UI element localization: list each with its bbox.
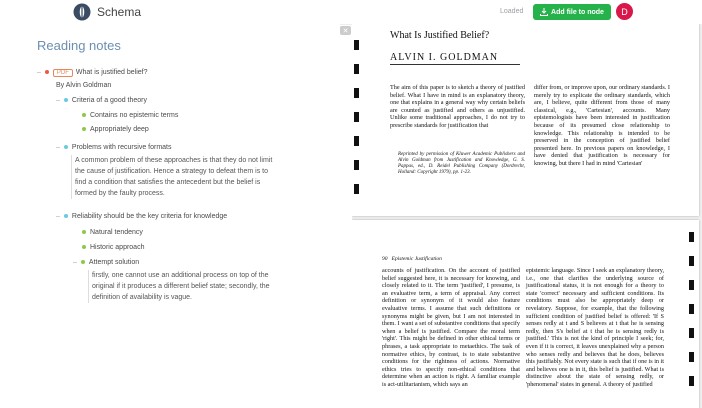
list-item[interactable] xyxy=(56,82,111,89)
punch-hole xyxy=(689,256,694,266)
notes-pane xyxy=(0,24,340,408)
close-pdf-button[interactable] xyxy=(340,26,351,35)
punch-hole xyxy=(689,376,694,386)
text-column: The aim of this paper is to sketch a theory of justified belief. What I have in mind is an explanatory theory, one that explains in a general way why certain beliefs are counted as justified and others as unjustified. Unlike some traditional approaches, I do not try to prescribe standards for justification that xyxy=(390,84,525,129)
punch-hole xyxy=(689,352,694,362)
punch-hole xyxy=(354,64,359,74)
punch-hole xyxy=(689,304,694,314)
download-icon xyxy=(540,8,548,16)
punch-hole xyxy=(689,328,694,338)
note-paragraph[interactable]: firstly, one cannot use an additional process on top of the original if it produces a different belief state; secondly, the definition of availability is vague. xyxy=(88,270,277,303)
punch-hole xyxy=(354,160,359,170)
list-item[interactable] xyxy=(37,69,148,77)
list-item[interactable] xyxy=(82,112,178,119)
punch-hole xyxy=(354,40,359,50)
note-paragraph[interactable]: A common problem of these approaches is that they do not limit the cause of justification. Hence a strategy to defeat them is to find a condition that satisfies the antecedent but the belief is formed by the faulty process. xyxy=(71,155,275,199)
punch-hole xyxy=(354,112,359,122)
list-item-label: Criteria of a good theory xyxy=(71,97,148,104)
punch-hole xyxy=(354,88,359,98)
list-item[interactable] xyxy=(56,144,172,151)
bullet-icon xyxy=(45,70,49,74)
list-item-label: Problems with recursive formats xyxy=(71,144,172,151)
pdf-viewer[interactable] xyxy=(352,24,702,408)
top-bar xyxy=(0,0,702,25)
bullet-icon xyxy=(82,230,86,234)
list-item[interactable] xyxy=(82,229,143,236)
list-item-label: What is justified belief? xyxy=(75,69,148,76)
footnote: Reprinted by permission of Kluwer Academic Publishers and Alvin Goldman from Justification and Knowledge, G. S. Pappas, ed., D. Reidel Publishing Company (Dordrecht, Holland: Copyright 1979), pp. 1-23. xyxy=(398,152,525,175)
add-file-label: Add file to node xyxy=(551,8,604,16)
text-column: differ from, or improve upon, our ordinary standards. I merely try to explicate the ordinary standards, which are, I believe, quite different from those of many classical, e.g., 'Cartesian', accounts. Many epistemologists have been interested in justification because of its presumed close relationship to knowledge. This relationship is intended to be preserved in the conception of justified belief presented here. In previous papers on knowledge, I have denied that justification is necessary for knowing, but there I had in mind 'Cartesian' xyxy=(534,84,670,167)
title-rule xyxy=(390,64,520,65)
list-item-label: Contains no epistemic terms xyxy=(90,112,179,119)
app-title: Schema xyxy=(97,5,142,19)
pdf-badge[interactable]: PDF xyxy=(53,69,73,77)
running-title: Epistemic Justification xyxy=(391,256,442,262)
punch-hole xyxy=(354,184,359,194)
list-item[interactable] xyxy=(56,213,227,220)
notes-title: Reading notes xyxy=(37,38,121,53)
add-file-button[interactable] xyxy=(533,4,611,20)
bullet-icon xyxy=(64,214,68,218)
list-item[interactable] xyxy=(82,126,149,133)
paper-title: What Is Justified Belief? xyxy=(390,30,490,41)
schema-logo-icon xyxy=(73,3,91,21)
collapse-toggle[interactable]: – xyxy=(56,97,60,104)
page-number: 90 xyxy=(382,256,388,262)
avatar[interactable]: D xyxy=(616,3,633,20)
list-item-label: Historic approach xyxy=(90,244,145,251)
punch-hole xyxy=(354,136,359,146)
page-header xyxy=(382,256,442,262)
paper-author: ALVIN I. GOLDMAN xyxy=(390,52,499,63)
bullet-icon xyxy=(82,113,86,117)
list-item[interactable] xyxy=(56,97,147,104)
bullet-icon xyxy=(81,260,85,264)
pdf-page xyxy=(352,220,699,408)
punch-hole xyxy=(689,280,694,290)
collapse-toggle[interactable]: – xyxy=(56,144,60,151)
list-item[interactable] xyxy=(82,244,144,251)
pdf-page xyxy=(352,24,699,216)
list-item-label: Natural tendency xyxy=(90,229,143,236)
list-item-label: Reliability should be the key criteria for knowledge xyxy=(71,213,228,220)
status-text: Loaded xyxy=(500,8,524,15)
bullet-icon xyxy=(64,145,68,149)
text-column: accounts of justification. On the account of justified belief suggested here, it is necessary for knowing, and closely related to it. The term 'justified', I presume, is an evaluative term, a term of appraisal. Any correct definition or synonym of it would also feature evaluative terms. I assume that such definitions or synonyms might be given, but I am not interested in them. I want a set of substantive conditions that specify when a belief is justified. Compare the moral term 'right'. This might be defined in other ethical terms or phrases, a task appropriate to metaethics. The task of normative ethics, by contrast, is to state substantive conditions for the rightness of actions. Normative ethics tries to specify non-ethical conditions that determine when an action is right. A familiar example is act-utilitarianism, which says an xyxy=(382,267,520,388)
close-icon: ✕ xyxy=(342,27,349,35)
bullet-icon xyxy=(82,127,86,131)
list-item-label: Attempt solution xyxy=(88,259,140,266)
punch-hole xyxy=(689,232,694,242)
collapse-toggle[interactable]: – xyxy=(37,69,41,76)
bullet-icon xyxy=(64,98,68,102)
collapse-toggle[interactable]: – xyxy=(73,259,77,266)
list-item-label: By Alvin Goldman xyxy=(56,82,112,89)
list-item[interactable] xyxy=(73,259,139,266)
list-item-label: Appropriately deep xyxy=(90,126,149,133)
bullet-icon xyxy=(82,245,86,249)
text-column: epistemic language. Since I seek an explanatory theory, i.e., one that clarifies the underlying source of justificational status, it is not enough for a theory to state 'correct' necessary and sufficient conditions. Its conditions must also be appropriately deep or revelatory. Suppose, for example, that the following sufficient condition of justified belief is offered: 'If S senses redly at t and S believes at t that he is sensing redly, then S's belief at t that he is sensing redly is justified.' This is not the kind of principle I seek; for, even if it is correct, it leaves unexplained why a person who senses redly and believes that he does, believes this justifiably. Not every state is such that if one is in it and believes one is in it, this belief is justified. What is distinctive about the state of sensing redly, or 'phenomenal' states in general. A theory of justified xyxy=(526,267,664,388)
collapse-toggle[interactable]: – xyxy=(56,213,60,220)
